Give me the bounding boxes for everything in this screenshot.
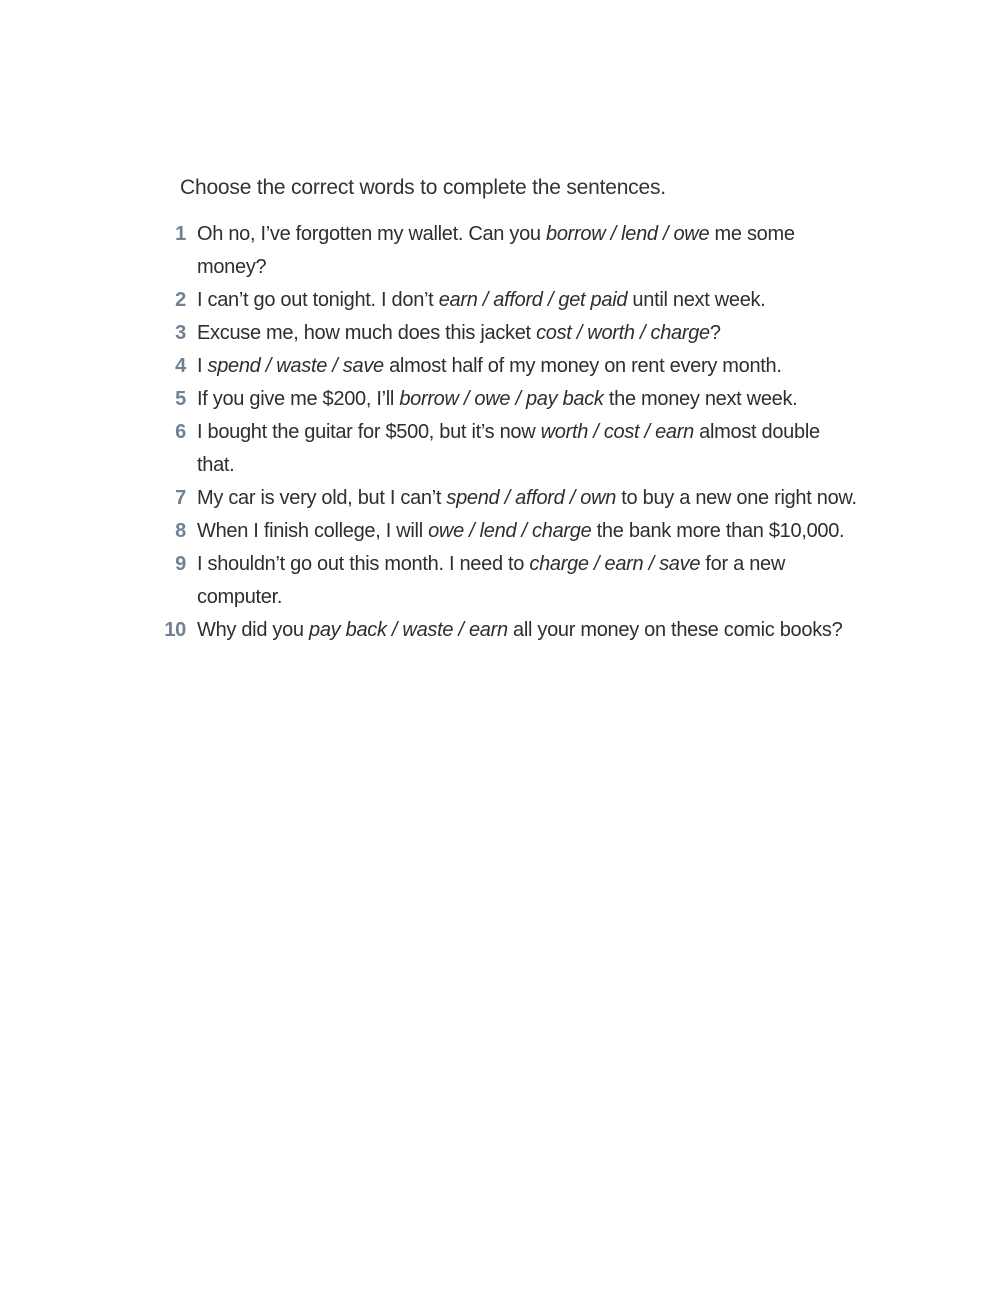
list-item — [0, 383, 1000, 416]
item-text — [197, 317, 857, 350]
item-before: Why did you — [197, 619, 310, 641]
item-after: the bank more than $10,000. — [591, 520, 845, 542]
item-options[interactable]: borrow / owe / pay back — [399, 388, 604, 410]
list-item — [0, 614, 1000, 647]
item-options[interactable]: owe / lend / charge — [428, 520, 592, 542]
list-item — [0, 548, 1000, 614]
item-after: until next week. — [627, 289, 766, 311]
item-options[interactable]: earn / afford / get paid — [438, 289, 628, 311]
item-options[interactable]: borrow / lend / owe — [546, 223, 710, 245]
item-options[interactable]: spend / afford / own — [446, 487, 617, 509]
item-after: for a new computer. — [197, 553, 785, 608]
list-item — [0, 482, 1000, 515]
exercise-list — [0, 218, 1000, 647]
item-before: When I finish college, I will — [197, 520, 429, 542]
item-after: the money next week. — [603, 388, 798, 410]
list-item — [0, 284, 1000, 317]
list-item — [0, 350, 1000, 383]
item-text — [197, 548, 857, 614]
list-item — [0, 515, 1000, 548]
item-after: to buy a new one right now. — [616, 487, 857, 509]
item-number: 10 — [164, 619, 186, 641]
item-options[interactable]: pay back / waste / earn — [309, 619, 508, 641]
item-text — [197, 614, 857, 647]
item-text — [197, 350, 857, 383]
item-number: 4 — [175, 355, 186, 377]
item-before: I bought the guitar for $500, but it’s now — [197, 421, 541, 443]
item-after: ? — [709, 322, 721, 344]
item-after: all your money on these comic books? — [507, 619, 843, 641]
item-number: 9 — [175, 553, 186, 575]
item-number: 3 — [175, 322, 186, 344]
list-item — [0, 416, 1000, 482]
item-after: almost double that. — [197, 421, 820, 476]
item-number: 7 — [175, 487, 186, 509]
item-number: 6 — [175, 421, 186, 443]
instructions: Choose the correct words to complete the sentences. — [180, 176, 666, 199]
item-text — [197, 482, 857, 515]
item-options[interactable]: cost / worth / charge — [536, 322, 710, 344]
item-before: Oh no, I’ve forgotten my wallet. Can you — [197, 223, 546, 245]
item-before: Excuse me, how much does this jacket — [197, 322, 537, 344]
item-before: I shouldn’t go out this month. I need to — [197, 553, 530, 575]
item-number: 5 — [175, 388, 186, 410]
item-text — [197, 218, 857, 284]
item-before: If you give me $200, I’ll — [197, 388, 400, 410]
item-text — [197, 284, 857, 317]
item-text — [197, 383, 857, 416]
item-number: 2 — [175, 289, 186, 311]
item-options[interactable]: spend / waste / save — [207, 355, 384, 377]
item-text — [197, 416, 857, 482]
item-text — [197, 515, 857, 548]
list-item — [0, 218, 1000, 284]
item-number: 8 — [175, 520, 186, 542]
item-options[interactable]: worth / cost / earn — [540, 421, 694, 443]
item-after: me some money? — [197, 223, 795, 278]
item-after: almost half of my money on rent every month. — [383, 355, 782, 377]
item-options[interactable]: charge / earn / save — [529, 553, 701, 575]
item-before: I — [197, 355, 208, 377]
item-before: My car is very old, but I can’t — [197, 487, 447, 509]
item-before: I can’t go out tonight. I don’t — [197, 289, 439, 311]
list-item — [0, 317, 1000, 350]
item-number: 1 — [175, 223, 186, 245]
